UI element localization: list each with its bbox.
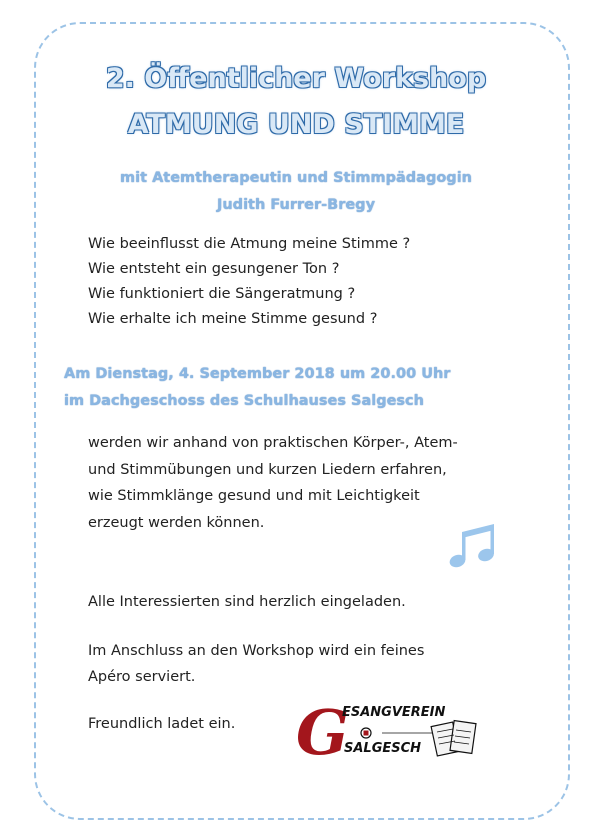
description-line: und Stimmübungen und kurzen Liedern erfahren, xyxy=(88,461,447,478)
question-item: Wie beeinflusst die Atmung meine Stimme ? xyxy=(88,236,411,252)
description-line: werden wir anhand von praktischen Körper-, Atem- xyxy=(88,435,458,451)
event-date: Am Dienstag, 4. September 2018 um 20.00 Uhr xyxy=(64,366,451,382)
music-note-icon xyxy=(448,522,500,570)
question-item: Wie erhalte ich meine Stimme gesund ? xyxy=(88,311,378,327)
question-item: Wie entsteht ein gesungener Ton ? xyxy=(88,261,340,277)
question-list xyxy=(88,232,410,332)
event-location: im Dachgeschoss des Schulhauses Salgesch xyxy=(64,393,424,409)
logo-initial: G xyxy=(296,696,349,766)
subtitle-line-2: Judith Furrer-Bregy xyxy=(216,197,376,213)
description-line: wie Stimmklänge gesund und mit Leichtigkeit xyxy=(88,488,420,504)
sheet-music-icon xyxy=(431,721,476,756)
logo-emblem-icon xyxy=(361,728,371,738)
gesangverein-logo xyxy=(294,694,484,766)
logo-top-text: ESANGVEREIN xyxy=(342,705,446,720)
apero-text xyxy=(88,638,424,690)
apero-line: Apéro serviert. xyxy=(88,669,196,685)
description-line: erzeugt werden können. xyxy=(88,514,265,531)
description xyxy=(88,430,458,536)
closing-text: Freundlich ladet ein. xyxy=(88,716,236,732)
question-item: Wie funktioniert die Sängeratmung ? xyxy=(88,286,356,302)
invitation-text: Alle Interessierten sind herzlich eingeladen. xyxy=(88,594,406,610)
title-line-2: ATMUNG UND STIMME xyxy=(127,109,465,140)
logo-bottom-text: SALGESCH xyxy=(344,741,422,756)
title-line-1: 2. Öffentlicher Workshop xyxy=(105,63,487,94)
subtitle-line-1: mit Atemtherapeutin und Stimmpädagogin xyxy=(120,170,472,186)
apero-line: Im Anschluss an den Workshop wird ein feines xyxy=(88,643,425,659)
